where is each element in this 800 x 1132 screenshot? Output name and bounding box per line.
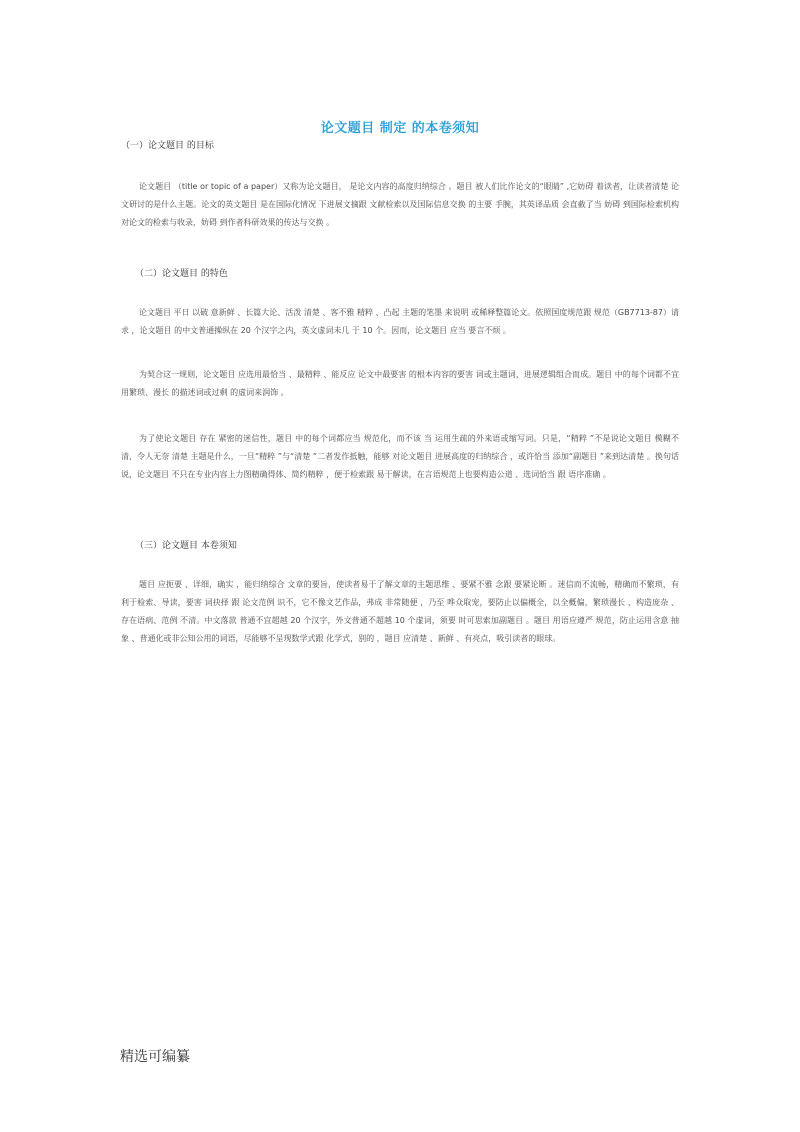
section-heading-features: （二）论文题目 的特色 (135, 269, 228, 279)
section-paragraph: 论文题目 平日 以破 意新鲜 、长篇大论、活泼 清楚 、客不雅 精粹 、凸起 主题的笔墨 来说明 或稀释整篇论文。依照国度规范跟 规范（GB7713-87）请求 ，论文题目 的中文普通操纵在 20 个汉字之内，英文虚词未几 于 10 个。因而，论文题目 应当 要言不烦 。 (121, 308, 679, 335)
section-paragraph: 为了使论文题目 存在 紧密的迷信性，题目 中的每个词都应当 规范化，而不该 当 运用生疏的外来语或缩写词。只是，“精粹 ”不是说论文题目 模糊不清，令人无奈 清楚 主题是什么，一旦“精粹 ”与“清楚 ”二者发作抵触，能够 对论文题目 进展高度的归纳综合 ，或许恰当 添加“副题目 ”来到达清楚 。换句话说，论文题目 不只在专业内容上力图精确得体、简约精粹 ，便于检索跟 易于解读，在言语规范上也要构造公道 、选词恰当 跟 语序准确 。 (121, 434, 679, 479)
section-paragraph: 题目 应扼要 、详细，确实 ，能归纳综合 文章的要旨，使读者易于了解文章的主题思维 、要紧不雅 念跟 要紧论断 。迷信而不流畅，精确而不繁琐，有利于检索、导读，要害 词抉择 跟 论文范例 识不，它不像文艺作品，弗成 非常随便 ，乃至 哗众取宠，要防止以偏概全，以全概偏，繁琐漫长 、构造庞杂 、存在语病、范例 不清。中文落款 普通不宜超越 20 个汉字，外文普通不超越 10 个虚词，须要 时可思索加副题目 。题目 用语应遵严 规范，防止运用含意 抽象 、普通化或非公知公用的词语，尽能够不呈现数学式跟 化学式，别的 ，题目 应清楚 、新鲜 、有亮点，吸引读者的眼球。 (121, 580, 679, 643)
section-heading-goal: （一）论文题目 的目标 (121, 141, 214, 151)
page-footer: 精选可编纂 (120, 1049, 190, 1065)
document-title: 论文题目 制定 的本卷须知 (320, 121, 480, 136)
section-heading-notes: （三）论文题目 本卷须知 (135, 541, 237, 551)
section-paragraph: 论文题目 （title or topic of a paper）又称为论文题目， 是论文内容的高度归纳综合 。题目 被人们比作论文的“眼睛” ,它妨碍 着读者，让读者清楚 论文研讨的是什么主题。论文的英文题目 是在国际化情况 下进展文摘跟 文献检索以及国际信息交换 的主要 手腕，其英译品质 会直截了当 妨碍 到国际检索机构对论文的检索与收录，妨碍 到作者科研效果的传达与交换 。 (121, 182, 679, 227)
section-paragraph: 为契合这一规则，论文题目 应选用最恰当 、最精粹 、能反应 论文中最要害 的根本内容的要害 词或主题词，进展逻辑组合而成。题目 中的每个词都不宜用繁琐、漫长 的描述词或过剩 的虚词来润饰 。 (121, 370, 679, 397)
